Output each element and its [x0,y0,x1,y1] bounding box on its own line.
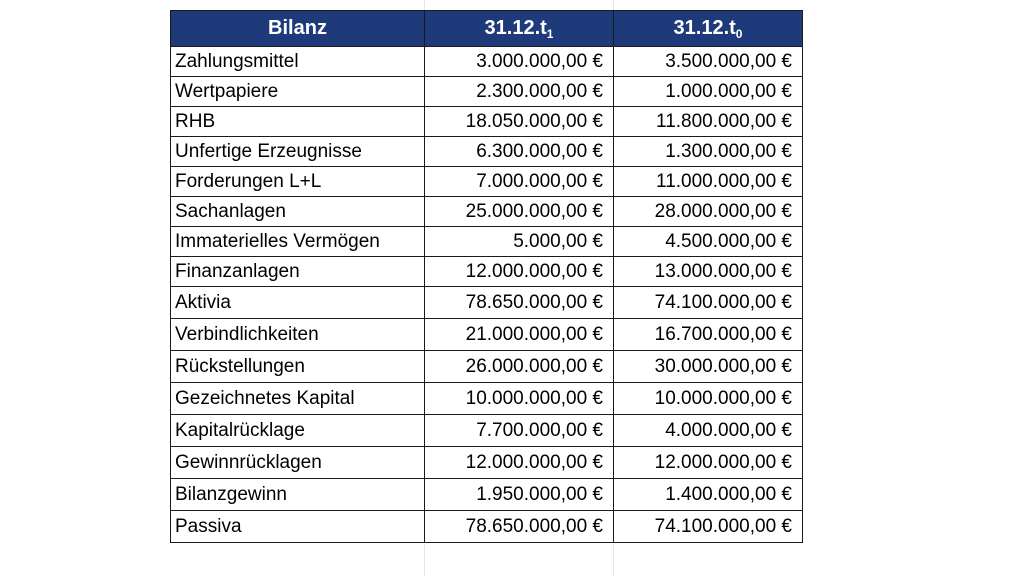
value-cell-t1[interactable]: 6.300.000,00 € [425,137,614,167]
value-cell-t1[interactable]: 7.700.000,00 € [425,415,614,447]
value-cell-t0[interactable]: 30.000.000,00 € [614,351,803,383]
header-cell-date-t1[interactable] [425,11,614,47]
value-cell-t1[interactable]: 7.000.000,00 € [425,167,614,197]
value-cell-t1[interactable]: 10.000.000,00 € [425,383,614,415]
value-cell-t1[interactable]: 5.000,00 € [425,227,614,257]
value-cell-t1[interactable]: 21.000.000,00 € [425,319,614,351]
row-label-cell[interactable]: Finanzanlagen [171,257,425,287]
row-label-cell[interactable]: Immaterielles Vermögen [171,227,425,257]
row-label-cell[interactable]: Kapitalrücklage [171,415,425,447]
table-row [171,383,803,415]
value-cell-t1[interactable]: 12.000.000,00 € [425,447,614,479]
sheet-gridline [613,540,614,576]
row-label-cell[interactable]: Gezeichnetes Kapital [171,383,425,415]
header-date-subscript: 0 [735,27,743,41]
value-cell-t1[interactable]: 25.000.000,00 € [425,197,614,227]
row-label-cell[interactable]: Zahlungsmittel [171,47,425,77]
value-cell-t0[interactable]: 4.500.000,00 € [614,227,803,257]
table-row [171,77,803,107]
balance-sheet-table [170,10,803,543]
header-row [171,11,803,47]
header-date-base: 31.12.t [484,17,547,39]
value-cell-t0[interactable]: 11.000.000,00 € [614,167,803,197]
row-label-cell[interactable]: Verbindlichkeiten [171,319,425,351]
value-cell-t0[interactable]: 4.000.000,00 € [614,415,803,447]
row-label-cell[interactable]: Gewinnrücklagen [171,447,425,479]
row-label-cell[interactable]: Wertpapiere [171,77,425,107]
value-cell-t1[interactable]: 78.650.000,00 € [425,287,614,319]
table-row [171,319,803,351]
value-cell-t0[interactable]: 12.000.000,00 € [614,447,803,479]
value-cell-t1[interactable]: 18.050.000,00 € [425,107,614,137]
sheet-gridline [424,0,425,10]
value-cell-t0[interactable]: 74.100.000,00 € [614,287,803,319]
header-cell-bilanz[interactable]: Bilanz [171,11,425,47]
value-cell-t0[interactable]: 11.800.000,00 € [614,107,803,137]
row-label-cell[interactable]: Rückstellungen [171,351,425,383]
value-cell-t0[interactable]: 74.100.000,00 € [614,511,803,543]
row-label-cell[interactable]: Unfertige Erzeugnisse [171,137,425,167]
header-cell-date-t0[interactable] [614,11,803,47]
table-row [171,167,803,197]
sheet-gridline [424,540,425,576]
table-row [171,447,803,479]
row-label-cell[interactable]: Passiva [171,511,425,543]
row-label-cell[interactable]: Bilanzgewinn [171,479,425,511]
value-cell-t0[interactable]: 28.000.000,00 € [614,197,803,227]
value-cell-t0[interactable]: 1.400.000,00 € [614,479,803,511]
value-cell-t1[interactable]: 3.000.000,00 € [425,47,614,77]
table-row [171,227,803,257]
header-date-subscript: 1 [546,27,554,41]
table-row [171,47,803,77]
table-row [171,197,803,227]
table-row [171,257,803,287]
table-row [171,287,803,319]
row-label-cell[interactable]: RHB [171,107,425,137]
row-label-cell[interactable]: Sachanlagen [171,197,425,227]
value-cell-t0[interactable]: 3.500.000,00 € [614,47,803,77]
value-cell-t0[interactable]: 13.000.000,00 € [614,257,803,287]
value-cell-t1[interactable]: 78.650.000,00 € [425,511,614,543]
value-cell-t0[interactable]: 10.000.000,00 € [614,383,803,415]
value-cell-t1[interactable]: 26.000.000,00 € [425,351,614,383]
value-cell-t0[interactable]: 16.700.000,00 € [614,319,803,351]
table-row [171,137,803,167]
row-label-cell[interactable]: Aktivia [171,287,425,319]
table-row [171,511,803,543]
sheet-gridline [613,0,614,10]
value-cell-t0[interactable]: 1.000.000,00 € [614,77,803,107]
value-cell-t1[interactable]: 1.950.000,00 € [425,479,614,511]
table-row [171,351,803,383]
table-row [171,415,803,447]
row-label-cell[interactable]: Forderungen L+L [171,167,425,197]
value-cell-t0[interactable]: 1.300.000,00 € [614,137,803,167]
value-cell-t1[interactable]: 12.000.000,00 € [425,257,614,287]
table-row [171,107,803,137]
table-row [171,479,803,511]
value-cell-t1[interactable]: 2.300.000,00 € [425,77,614,107]
header-date-base: 31.12.t [673,17,736,39]
